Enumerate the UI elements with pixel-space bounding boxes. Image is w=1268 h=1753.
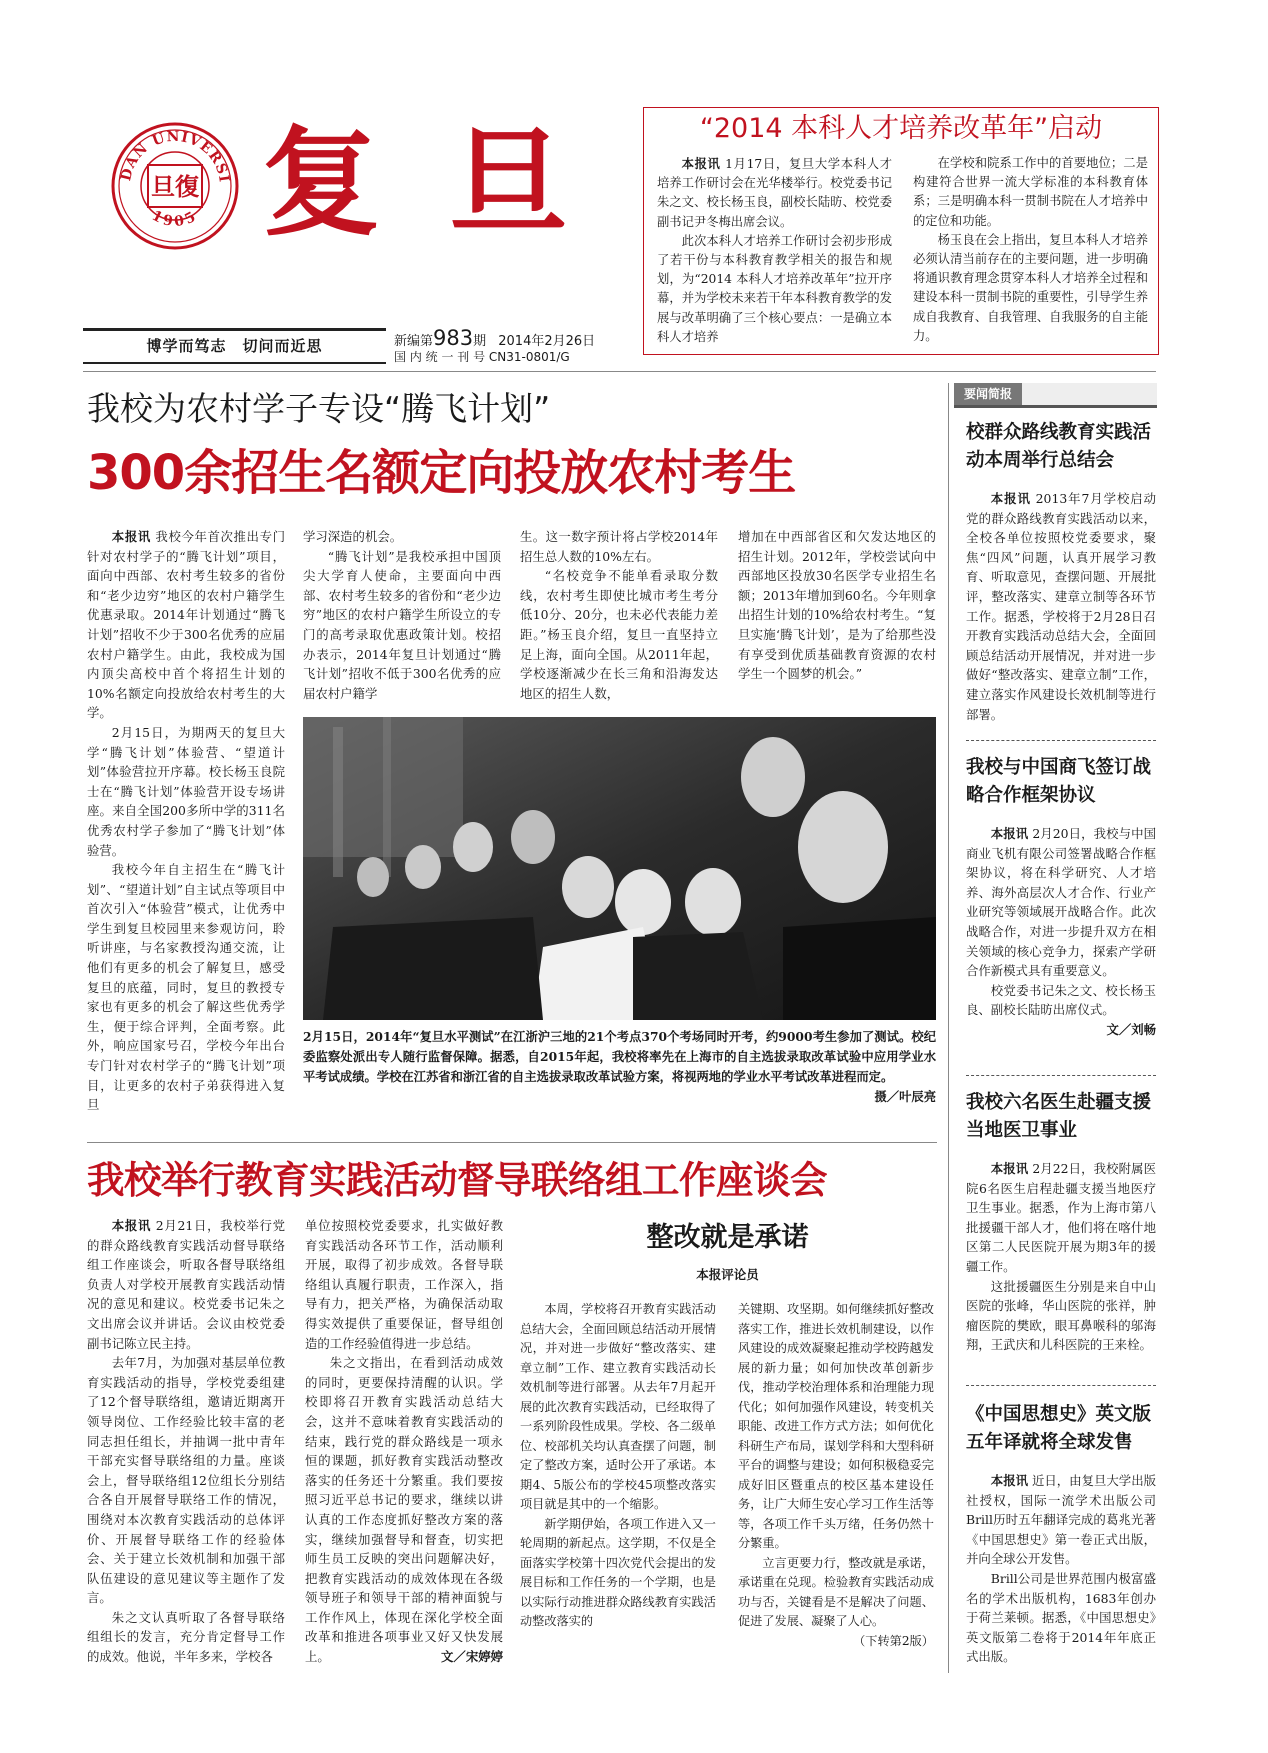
paragraph xyxy=(657,232,892,347)
dateline-tag: 本报讯 xyxy=(111,1218,152,1233)
paragraph-text: 校党委书记朱之文、校长杨玉良、副校长陆昉出席仪式。 xyxy=(966,982,1156,1018)
paragraph-text: 2月15日，为期两天的复旦大学“腾飞计划”体验营、“望道计划”体验营拉开序幕。校长杨玉良院士在“腾飞计划”体验营开设专场讲座。来自全国200多所中学的311名优秀农村学子参加了“腾飞计划”体验营。 xyxy=(87,724,285,858)
commentary-author: 本报评论员 xyxy=(696,1267,759,1282)
paragraph-text: 我校今年首次推出专门针对农村学子的“腾飞计划”项目，面向中西部、农村考生较多的省份和“老少边穷”地区的农村户籍学生优惠录取。2014年计划通过“腾飞计划”招收不少于300名优秀的应届农村户籍学生。由此，我校成为国内顶尖高校中首个将招生计划的10%名额定向投放给农村考生的大学。 xyxy=(87,529,285,721)
paragraph-text: 2013年7月学校启动党的群众路线教育实践活动以来，全校各单位按照校党委要求，聚焦“四风”问题，认真开展学习教育、听取意见，查摆问题、开展批评，整改落实、建章立制等各环节工作。据悉，学校将于2月28日召开教育实践活动总结大会，全面回顾总结活动开展情况，并对进一步做好“整改落实、建章立制”工作，建立落实作风建设长效机制等进行部署。 xyxy=(966,491,1157,722)
paragraph-text: 立言更要力行，整改就是承诺，承诺重在兑现。检验教育实践活动成功与否，关键看是不是解决了问题、促进了发展、凝聚了人心。 xyxy=(738,1555,934,1628)
paragraph-text: 新学期伊始，各项工作进入又一轮周期的新起点。这学期，不仅是全面落实学校第十四次党代会提出的发展目标和工作任务的一个学期，也是以实际行动推进群众路线教育实践活动整改落实的 xyxy=(520,1516,716,1628)
sidebar-item-body xyxy=(966,1471,1156,1667)
top-news-title: “2014 本科人才培养改革年”启动 xyxy=(699,113,1103,144)
sidebar-item-1 xyxy=(966,419,1156,724)
paragraph xyxy=(966,981,1156,1020)
paragraph-text: 杨玉良在会上指出，复旦本科人才培养必须认清当前存在的主要问题，进一步明确将通识教育理念贯穿本科人才培养全过程和建设本科一贯制书院的重要性，引导学生养成自我教育、自我管理、自我服务的自主能力。 xyxy=(913,232,1148,343)
paragraph-text: 在学校和院系工作中的首要地位；二是构建符合世界一流大学标准的本科教育体系；三是明确本科一贯制书院在人才培养中的定位和功能。 xyxy=(913,156,1148,228)
sidebar-item-body xyxy=(966,1159,1156,1355)
paragraph-text: 本周，学校将召开教育实践活动总结大会，全面回顾总结活动开展情况，并对进一步做好“整改落实、建章立制”工作、建立教育实践活动长效机制等进行部署。从去年7月起开展的此次教育实践活动，已经取得了一系列阶段性成果。学校、各二级单位、校部机关均认真查摆了问题，制定了整改方案，适时公开了承诺。本期4、5版公布的学校45项整改落实项目就是其中的一个缩影。 xyxy=(520,1302,716,1511)
paragraph xyxy=(520,1515,716,1632)
sidebar-item-title: 校群众路线教育实践活动本周举行总结会 xyxy=(966,422,1152,471)
paragraph xyxy=(305,1353,503,1667)
paragraph-text: 关键期、攻坚期。如何继续抓好整改落实工作，推进长效机制建设，以作风建设的成效凝聚起推动学校跨越发展的新力量；如何加快改革创新步伐，推动学校治理体系和治理能力现代化；如何加强作风建设，转变机关职能、改进工作方式方法；如何优化科研生产布局，谋划学科和大型科研平台的调整与建设；如何积极稳妥完成好旧区暨重点的校区基本建设任务，让广大师生安心学习工作生活等等，各项工作千头万绪，任务仍然十分繁重。 xyxy=(738,1302,934,1550)
sidebar-item-title: 《中国思想史》英文版五年译就将全球发售 xyxy=(966,1404,1152,1453)
sidebar-item-4 xyxy=(966,1401,1156,1667)
paragraph xyxy=(87,1216,285,1353)
paragraph-text: 近日，由复旦大学出版社授权，国际一流学术出版公司Brill历时五年翻译完成的葛兆光著《中国思想史》第一卷正式出版，并向全球公开发售。 xyxy=(966,1473,1156,1567)
motto: 博学而笃志 切问而近思 xyxy=(146,337,323,355)
issue-line xyxy=(394,326,595,350)
paragraph xyxy=(87,527,285,723)
paragraph xyxy=(966,1569,1156,1667)
issue-suffix: 期 xyxy=(473,334,487,349)
seal-text: DAN UNIVERSI xyxy=(118,128,232,184)
sidebar-item-3 xyxy=(966,1089,1156,1355)
lead-col4 xyxy=(738,527,936,684)
lead-kicker: 我校为农村学子专设“腾飞计划” xyxy=(87,389,551,428)
seal-year: 1905 xyxy=(149,207,201,231)
lead-col3 xyxy=(520,527,718,703)
paragraph xyxy=(520,1300,716,1515)
paragraph xyxy=(913,231,1148,346)
top-news-col2 xyxy=(913,154,1148,346)
sidebar-item-title: 我校六名医生赴疆支援当地医卫事业 xyxy=(966,1092,1152,1141)
dateline-tag: 本报讯 xyxy=(990,1473,1029,1488)
university-seal xyxy=(110,121,240,251)
commentary-col2 xyxy=(738,1300,934,1651)
issue-number: 983 xyxy=(433,326,474,350)
paragraph xyxy=(966,824,1156,981)
svg-text:1905 xyxy=(149,208,201,231)
sidebar-byline: 文／刘畅 xyxy=(1106,1021,1156,1037)
paragraph-text: 生。这一数字预计将占学校2014年招生总人数的10%左右。 xyxy=(520,529,718,564)
paragraph xyxy=(87,1353,285,1608)
lead-col1 xyxy=(87,527,285,1115)
commentary-col1 xyxy=(520,1300,716,1632)
paragraph-text: 去年7月，为加强对基层单位教育实践活动的指导，学校党委组建了12个督导联络组，邀请近期离开领导岗位、工作经验比较丰富的老同志担任组长，并抽调一批中青年干部充实督导联络组的力量。座谈会上，督导联络组12位组长分别结合各自开展督导联络工作的情况，围绕对本次教育实践活动的总体评价、开展督导联络工作的经验体会、关于建立长效机制和加强干部队伍建设的意见建议等主题作了发言。 xyxy=(87,1355,285,1606)
second-col2-body xyxy=(305,1216,503,1667)
masthead-title: 复 旦 xyxy=(262,113,582,252)
paragraph xyxy=(738,527,936,684)
paragraph-text: “名校竞争不能单看录取分数线，农村考生即使比城市考生考分低10分、20分，也未必代表能力差距。”杨玉良介绍，复旦一直坚持立足上海，面向全国。从2011年起，学校逐渐减少在长三角和沿海发达地区的招生人数， xyxy=(520,568,718,701)
paragraph-text: 此次本科人才培养工作研讨会初步形成了若干份与本科教育教学相关的报告和规划，为“2014 本科人才培养改革年”拉开序幕，并为学校未来若干年本科教育教学的发展与改革明确了三个核心要点：一是确立本科人才培养 xyxy=(657,233,892,344)
paragraph xyxy=(87,723,285,860)
commentary-col2-body xyxy=(738,1300,934,1632)
photo-caption xyxy=(303,1027,936,1107)
commentary-title: 整改就是承诺 xyxy=(646,1222,809,1253)
seal-center: 旦復 xyxy=(151,172,199,201)
second-col2 xyxy=(305,1216,503,1667)
dateline-tag: 本报讯 xyxy=(990,491,1031,506)
paragraph xyxy=(966,1471,1156,1569)
paragraph-text: 单位按照校党委要求，扎实做好教育实践活动各环节工作，活动顺利开展，取得了初步成效。各督导联络组认真履行职责，工作深入，指导有力，把关严格，为确保活动取得实效提供了重要保证，督导组创造的工作经验值得进一步总结。 xyxy=(305,1218,503,1351)
top-news-col1 xyxy=(657,154,892,347)
paragraph-text: 这批援疆医生分别是来自中山医院的张峰，华山医院的张祥，肿瘤医院的樊欧，眼耳鼻喉科的邬海翔，王武庆和儿科医院的王来栓。 xyxy=(966,1278,1156,1353)
sidebar-rule xyxy=(948,383,949,1673)
paragraph-text: 1月17日，复旦大学本科人才培养工作研讨会在光华楼举行。校党委书记朱之文、校长杨玉良，副校长陆昉、校党委副书记尹冬梅出席会议。 xyxy=(657,157,892,229)
paragraph xyxy=(520,527,718,566)
paragraph-text: 学习深造的机会。 xyxy=(303,529,403,544)
lead-headline: 300余招生名额定向投放农村考生 xyxy=(87,445,796,501)
paragraph xyxy=(87,860,285,1115)
dateline-tag: 本报讯 xyxy=(681,156,721,171)
paragraph-text: 2月21日，我校举行党的群众路线教育实践活动督导联络组工作座谈会，听取各督导联络组负责人对学校开展教育实践活动情况的意见和建议。校党委书记朱之文出席会议并讲话。会议由校党委副书记陈立民主持。 xyxy=(87,1218,286,1351)
paragraph xyxy=(520,566,718,703)
paragraph-text: Brill公司是世界范围内极富盛名的学术出版机构，1683年创办于荷兰莱顿。据悉，《中国思想史》英文版第二卷将于2014年年底正式出版。 xyxy=(966,1570,1156,1665)
sidebar-header-label: 要闻简报 xyxy=(954,383,1022,405)
paragraph-text: 我校今年自主招生在“腾飞计划”、“望道计划”自主试点等项目中首次引入“体验营”模式，让优秀中学生到复旦校园里来参观访问，聆听讲座，与名家教授沟通交流，让他们有更多的机会了解复旦，感受复旦的底蕴，同时，复旦的教授专家也有更多的机会了解这些优秀学生，便于综合评判，全面考察。此外，响应国家号召，学校今年出台专门针对农村学子的“腾飞计划”项目，让更多的农村子弟获得进入复旦 xyxy=(87,862,285,1113)
paragraph-text: “腾飞计划”是我校承担中国顶尖大学育人使命，主要面向中西部、农村考生较多的省份和“老少边穷”地区的农村户籍学生所设立的专门的高考录取优惠政策计划。校招办表示，2014年复旦计划通过“腾飞计划”招收不低于300名优秀的应届农村户籍学 xyxy=(303,548,501,701)
registration-number: 国 内 统 一 刊 号 CN31-0801/G xyxy=(394,350,570,364)
paragraph xyxy=(913,154,1148,231)
dateline-tag: 本报讯 xyxy=(990,826,1029,841)
paragraph-text: 朱之文认真听取了各督导联络组组长的发言，充分肯定督导工作的成效。他说，半年多来，学校各 xyxy=(87,1609,285,1665)
sidebar-item-2 xyxy=(966,754,1156,1040)
photo-credit: 摄／叶辰亮 xyxy=(874,1089,936,1104)
paragraph xyxy=(87,1608,285,1667)
second-headline: 我校举行教育实践活动督导联络组工作座谈会 xyxy=(87,1158,827,1202)
paragraph xyxy=(303,527,501,547)
dateline-tag: 本报讯 xyxy=(111,529,151,544)
paragraph xyxy=(966,1159,1156,1277)
dateline-tag: 本报讯 xyxy=(990,1161,1029,1176)
paragraph-text: 2月22日，我校附属医院6名医生启程赴疆支援当地医疗卫生事业。据悉，作为上海市第八批援疆干部人才，他们将在喀什地区第二人民医院开展为期3年的援疆工作。 xyxy=(966,1161,1157,1274)
paragraph xyxy=(966,489,1156,724)
paragraph xyxy=(657,154,892,232)
exam-photo xyxy=(303,717,936,1020)
sidebar-item-body xyxy=(966,489,1156,724)
continued-note: （下转第2版） xyxy=(853,1633,934,1648)
paragraph-text: 增加在中西部省区和欠发达地区的招生计划。2012年，学校尝试向中西部地区投放30名医学专业招生名额；2013年增加到60名。今年则拿出招生计划的10%给农村考生。“复旦实施‘腾飞计划’，是为了给那些没有享受到优质基础教育资源的农村学生一个圆梦的机会。” xyxy=(738,529,936,682)
paragraph xyxy=(305,1216,503,1353)
paragraph-text: 2月20日，我校与中国商业飞机有限公司签署战略合作框架协议，将在科学研究、人才培养、海外高层次人才合作、行业产业研究等领域展开战略合作。此次战略合作，对进一步提升双方在相关领域的核心竞争力，探索产学研合作新模式具有重要意义。 xyxy=(966,826,1157,979)
paragraph xyxy=(303,547,501,704)
issue-date: 2014年2月26日 xyxy=(498,334,596,349)
paragraph xyxy=(738,1554,934,1632)
lead-col2 xyxy=(303,527,501,703)
second-byline: 文／宋婷婷 xyxy=(441,1649,503,1665)
sidebar-item-body xyxy=(966,824,1156,1020)
photo-caption-text: 2月15日，2014年“复旦水平测试”在江浙沪三地的21个考点370个考场同时开考，约9000考生参加了测试。校纪委监察处派出专人随行监督保障。据悉，自2015年起，我校将率先在上海市的自主选拔录取改革试验中应用学业水平考试成绩。学校在江苏省和浙江省的自主选拔录取改革试验方案，将视两地的学业水平考试改革进程而定。 xyxy=(303,1029,936,1084)
paragraph xyxy=(966,1277,1156,1355)
second-col1 xyxy=(87,1216,285,1667)
sidebar-header xyxy=(954,383,1157,408)
paragraph-text: 朱之文指出，在看到活动成效的同时，更要保持清醒的认识。学校即将召开教育实践活动总结大会，这并不意味着教育实践活动的结束，践行党的群众路线是一项永恒的课题，抓好教育实践活动整改落实的任务还十分繁重。我们要按照习近平总书记的要求，继续以讲认真的工作态度抓好整改方案的落实，继续加强督导和督查，切实把师生员工反映的突出问题解决好，把教育实践活动的成效体现在各级领导班子和领导干部的精神面貌与工作作风上，体现在深化学校全面改革和推进各项事业又好又快发展上。 xyxy=(305,1355,503,1665)
paragraph xyxy=(738,1300,934,1554)
sidebar-item-title: 我校与中国商飞签订战略合作框架协议 xyxy=(966,757,1152,806)
issue-prefix: 新编第 xyxy=(394,334,434,349)
